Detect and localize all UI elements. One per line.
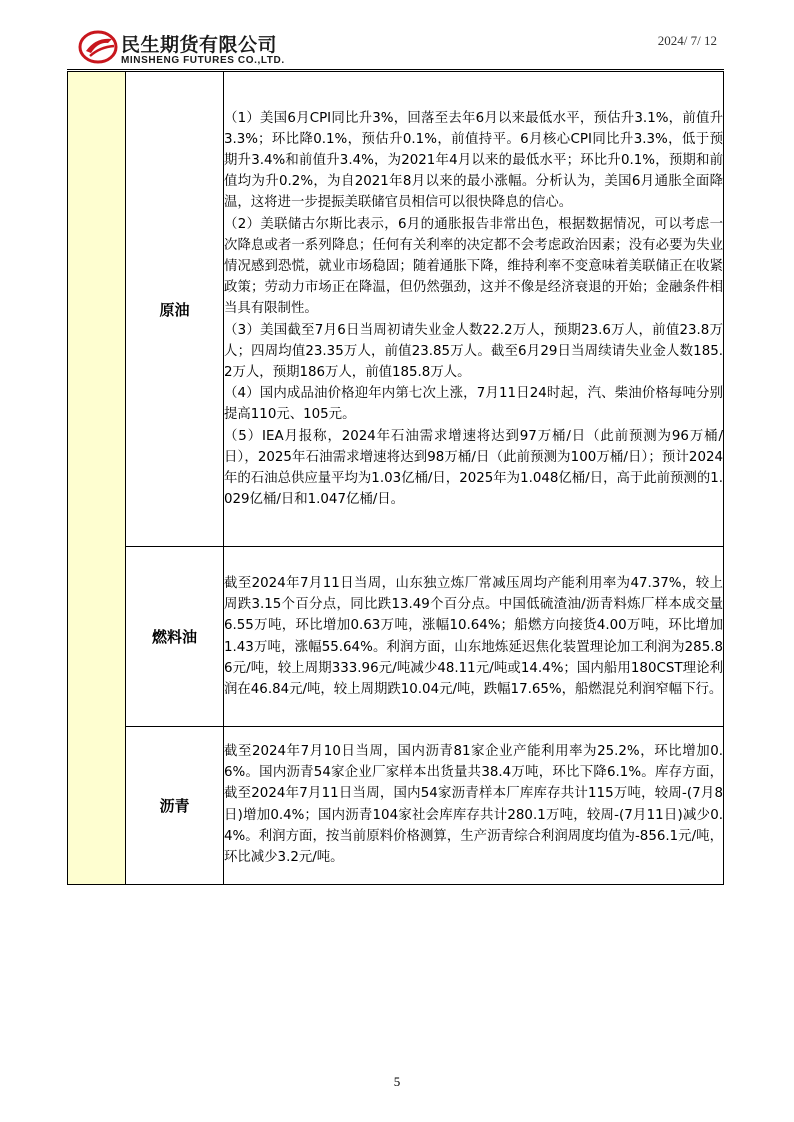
commodity-table bbox=[67, 71, 724, 885]
paragraph: （4）国内成品油价格迎年内第七次上涨，7月11日24时起，汽、柴油价格每吨分别提高110元、105元。 bbox=[224, 386, 723, 423]
row-label: 原油 bbox=[126, 72, 224, 547]
row-content bbox=[224, 547, 724, 727]
paragraph: （5）IEA月报称，2024年石油需求增速将达到97万桶/日（此前预测为96万桶/日），2025年石油需求增速将达到98万桶/日（此前预测为100万桶/日）；预计2024年的石油总供应量平均为1.03亿桶/日，2025年为1.048亿桶/日，高于此前预测的1.029亿桶/日和1.047亿桶/日。 bbox=[224, 428, 723, 508]
paragraph: （3）美国截至7月6日当周初请失业金人数22.2万人，预期23.6万人，前值23.8万人；四周均值23.35万人，前值23.85万人。截至6月29日当周续请失业金人数185.2万人，预期186万人，前值185.8万人。 bbox=[224, 322, 723, 380]
company-name-en: MINSHENG FUTURES CO.,LTD. bbox=[121, 55, 285, 66]
header-divider bbox=[67, 69, 724, 70]
row-label: 沥青 bbox=[126, 727, 224, 885]
minsheng-logo-icon bbox=[78, 29, 118, 65]
paragraph: 截至2024年7月11日当周，山东独立炼厂常减压周均产能利用率为47.37%，较上周跌3.15个百分点，同比跌13.49个百分点。中国低硫渣油/沥青料炼厂样本成交量6.55万吨，环比增加0.63万吨，涨幅10.64%；船燃方向接货4.00万吨，环比增加1.43万吨，涨幅55.64%。利润方面，山东地炼延迟焦化装置理论加工利润为285.86元/吨，较上周期333.96元/吨减少48.11元/吨或14.4%；国内船用180CST理论利润在46.84元/吨，较上周期跌10.04元/吨，跌幅17.65%，船燃混兑利润窄幅下行。 bbox=[224, 575, 723, 697]
table-row bbox=[68, 727, 724, 885]
report-date: 2024/ 7/ 12 bbox=[657, 33, 717, 48]
paragraph: （2）美联储古尔斯比表示，6月的通胀报告非常出色，根据数据情况，可以考虑一次降息或者一系列降息；任何有关利率的决定都不会考虑政治因素；没有必要为失业情况感到恐慌，就业市场稳固；随着通胀下降，维持利率不变意味着美联储正在收紧政策；劳动力市场正在降温，但仍然强劲，这并不像是经济衰退的开始；金融条件相当具有限制性。 bbox=[224, 216, 723, 317]
table-row bbox=[68, 72, 724, 547]
page-number: 5 bbox=[393, 1074, 401, 1089]
row-label: 燃料油 bbox=[126, 547, 224, 727]
side-column bbox=[68, 72, 126, 885]
table-row bbox=[68, 547, 724, 727]
row-content bbox=[224, 727, 724, 885]
paragraph: 截至2024年7月10日当周，国内沥青81家企业产能利用率为25.2%，环比增加0.6%。国内沥青54家企业厂家样本出货量共38.4万吨，环比下降6.1%。库存方面，截至2024年7月11日当周，国内54家沥青样本厂库库存共计115万吨，较周-(7月8日)增加0.4%；国内沥青104家社会库库存共计280.1万吨，较周-(7月11日)减少0.4%。利润方面，按当前原料价格测算，生产沥青综合利润周度均值为-856.1元/吨，环比减少3.2元/吨。 bbox=[224, 743, 723, 865]
paragraph: （1）美国6月CPI同比升3%，回落至去年6月以来最低水平，预估升3.1%，前值升3.3%；环比降0.1%，预估升0.1%，前值持平。6月核心CPI同比升3.3%，低于预期升3.4%和前值升3.4%，为2021年4月以来的最低水平；环比升0.1%，预期和前值均为升0.2%，为自2021年8月以来的最小涨幅。分析认为，美国6月通胀全面降温，这将进一步提振美联储官员相信可以很快降息的信心。 bbox=[224, 110, 723, 211]
company-name-cn: 民生期货有限公司 bbox=[121, 34, 278, 56]
row-content bbox=[224, 72, 724, 547]
page-header bbox=[0, 0, 794, 72]
